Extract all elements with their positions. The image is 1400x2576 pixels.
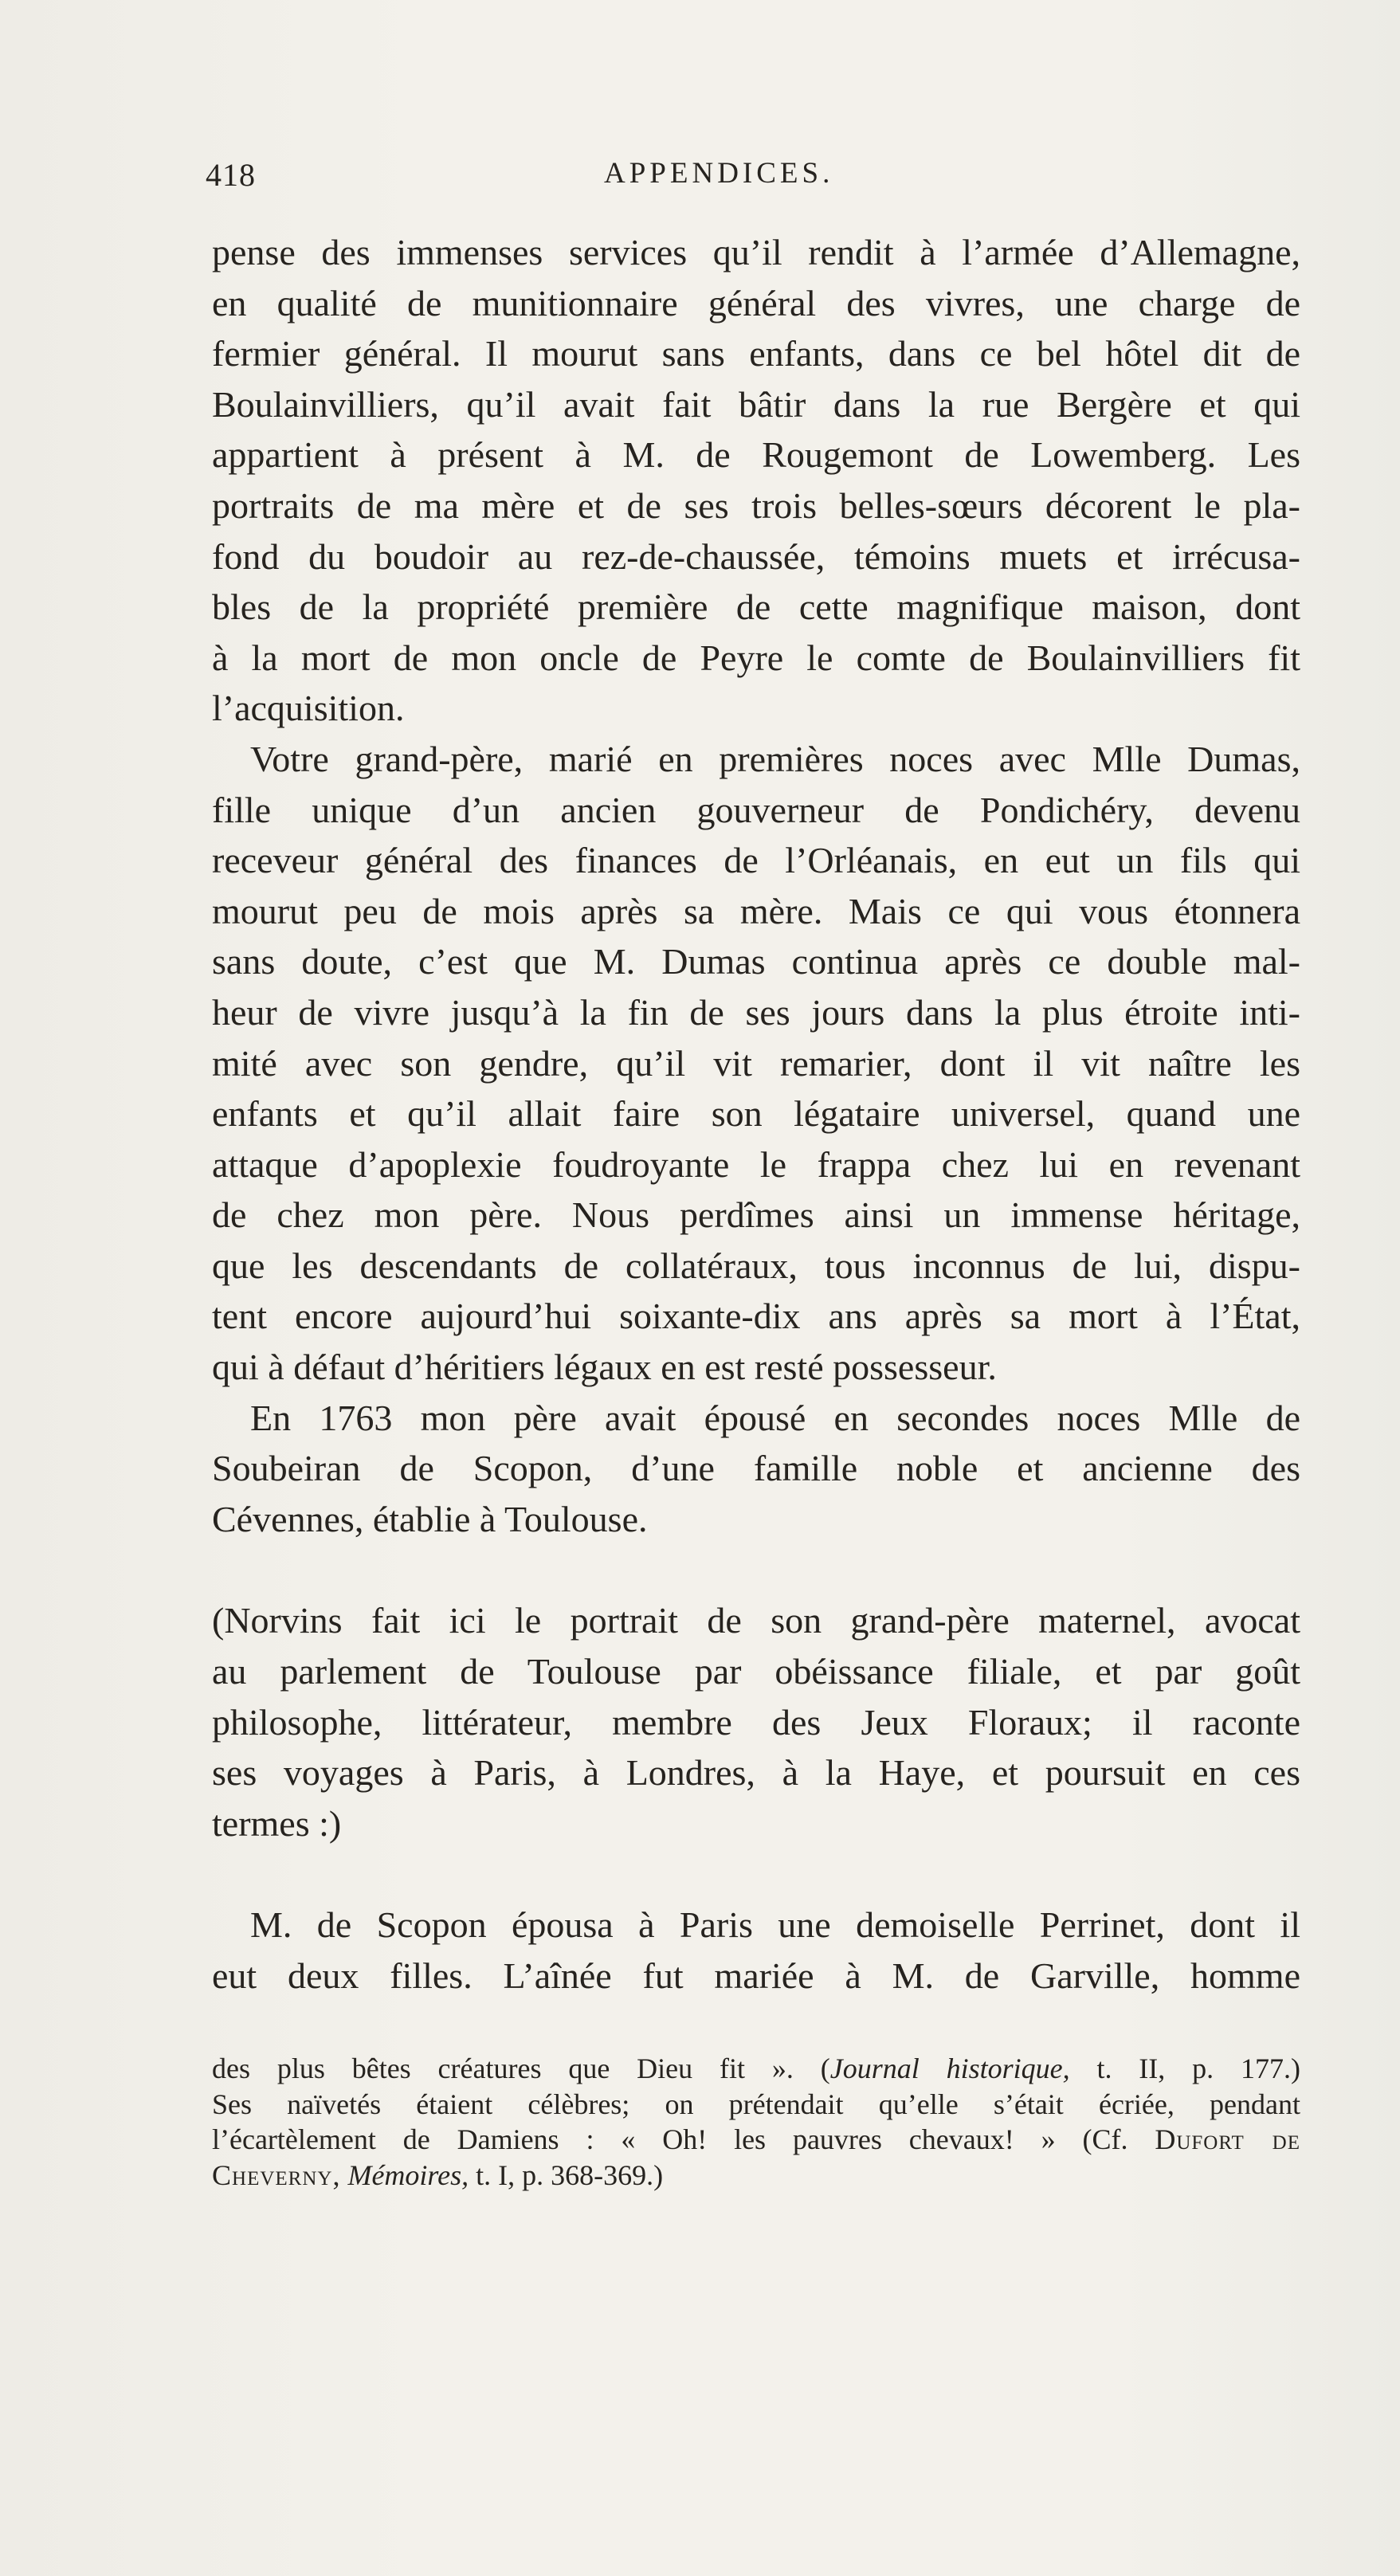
running-head	[206, 156, 1307, 204]
text-line: de chez mon père. Nous perdîmes ainsi un immense héritage,	[212, 1194, 1300, 1236]
text-line: tent encore aujourd’hui soixante-dix ans après sa mort à l’État,	[212, 1296, 1300, 1337]
text-line: mité avec son gendre, qu’il vit remarier, dont il vit naître les	[212, 1042, 1300, 1084]
text-line: que les descendants de collatéraux, tous inconnus de lui, dispu-	[212, 1245, 1300, 1286]
text-line: bles de la propriété première de cette magnifique maison, dont	[212, 586, 1300, 628]
text-line: au parlement de Toulouse par obéissance filiale, et par goût	[212, 1651, 1300, 1692]
footnote-citation-title: Mémoires,	[347, 2158, 469, 2191]
paragraph-3	[212, 1393, 1300, 1545]
paragraph-2	[212, 734, 1300, 1393]
running-title: APPENDICES.	[604, 157, 834, 190]
footnote-line: Cheverny, Mémoires, t. I, p. 368-369.)	[212, 2158, 664, 2191]
text-line: sans doute, c’est que M. Dumas continua après ce double mal-	[212, 941, 1300, 982]
text-line: mourut peu de mois après sa mère. Mais ce qui vous étonnera	[212, 890, 1300, 931]
text-line: appartient à présent à M. de Rougemont de Lowemberg. Les	[212, 434, 1300, 476]
paragraph-5	[212, 1900, 1300, 2001]
text-line: En 1763 mon père avait épousé en secondes noces Mlle de	[250, 1397, 1300, 1438]
text-line: receveur général des finances de l’Orléanais, en eut un fils qui	[212, 840, 1300, 881]
author-name: Cheverny,	[212, 2158, 341, 2191]
text-line: fermier général. Il mourut sans enfants, dans ce bel hôtel dit de	[212, 333, 1300, 374]
footnote-line: l’écartèlement de Damiens : « Oh! les pauvres chevaux! » (Cf. Dufort de	[212, 2123, 1301, 2155]
footnote-line: Ses naïvetés étaient célèbres; on prétendait qu’elle s’était écriée, pendant	[212, 2088, 1300, 2120]
footnote-line: des plus bêtes créatures que Dieu fit ». (Journal historique, t. II, p. 177.)	[212, 2053, 1300, 2084]
author-name: Dufort de	[1155, 2123, 1301, 2155]
paragraph-4	[212, 1595, 1300, 1849]
text-line: Cévennes, établie à Toulouse.	[212, 1498, 648, 1539]
text-line: fond du boudoir au rez-de-chaussée, témoins muets et irrécusa-	[212, 535, 1300, 577]
text-line: ses voyages à Paris, à Londres, à la Haye, et poursuit en ces	[212, 1752, 1300, 1794]
text-line: à la mort de mon oncle de Peyre le comte de Boulainvilliers fit	[212, 637, 1300, 678]
text-line: Boulainvilliers, qu’il avait fait bâtir dans la rue Bergère et qui	[212, 383, 1300, 425]
text-line: pense des immenses services qu’il rendit à l’armée d’Allemagne,	[212, 232, 1300, 272]
footnote-block	[212, 2051, 1300, 2193]
page-number: 418	[206, 157, 256, 193]
text-line: en qualité de munitionnaire général des vivres, une charge de	[212, 282, 1300, 323]
footnote-citation-title: Journal historique,	[829, 2053, 1070, 2084]
paragraph-gap	[212, 1849, 1300, 1900]
text-line: portraits de ma mère et de ses trois belles-sœurs décorent le pla-	[212, 484, 1300, 526]
text-line: M. de Scopon épousa à Paris une demoiselle Perrinet, dont il	[250, 1904, 1300, 1946]
text-line: heur de vivre jusqu’à la fin de ses jours dans la plus étroite inti-	[212, 991, 1300, 1033]
text-line: (Norvins fait ici le portrait de son grand-père maternel, avocat	[212, 1600, 1300, 1641]
text-line: attaque d’apoplexie foudroyante le frappa chez lui en revenant	[212, 1143, 1300, 1185]
text-line: Votre grand-père, marié en premières noces avec Mlle Dumas,	[250, 738, 1300, 779]
text-line: qui à défaut d’héritiers légaux en est resté possesseur.	[212, 1347, 997, 1388]
text-line: fille unique d’un ancien gouverneur de Pondichéry, devenu	[212, 789, 1300, 830]
main-text	[212, 227, 1300, 2002]
paragraph-1	[212, 227, 1300, 734]
text-line: eut deux filles. L’aînée fut mariée à M. de Garville, homme	[212, 1955, 1300, 1996]
text-line: philosophe, littérateur, membre des Jeux Floraux; il raconte	[212, 1701, 1300, 1743]
text-line: Soubeiran de Scopon, d’une famille noble et ancienne des	[212, 1448, 1300, 1489]
text-line: termes :)	[212, 1802, 342, 1844]
paragraph-gap	[212, 1544, 1300, 1595]
text-line: l’acquisition.	[212, 688, 405, 729]
text-line: enfants et qu’il allait faire son légataire universel, quand une	[212, 1093, 1300, 1135]
